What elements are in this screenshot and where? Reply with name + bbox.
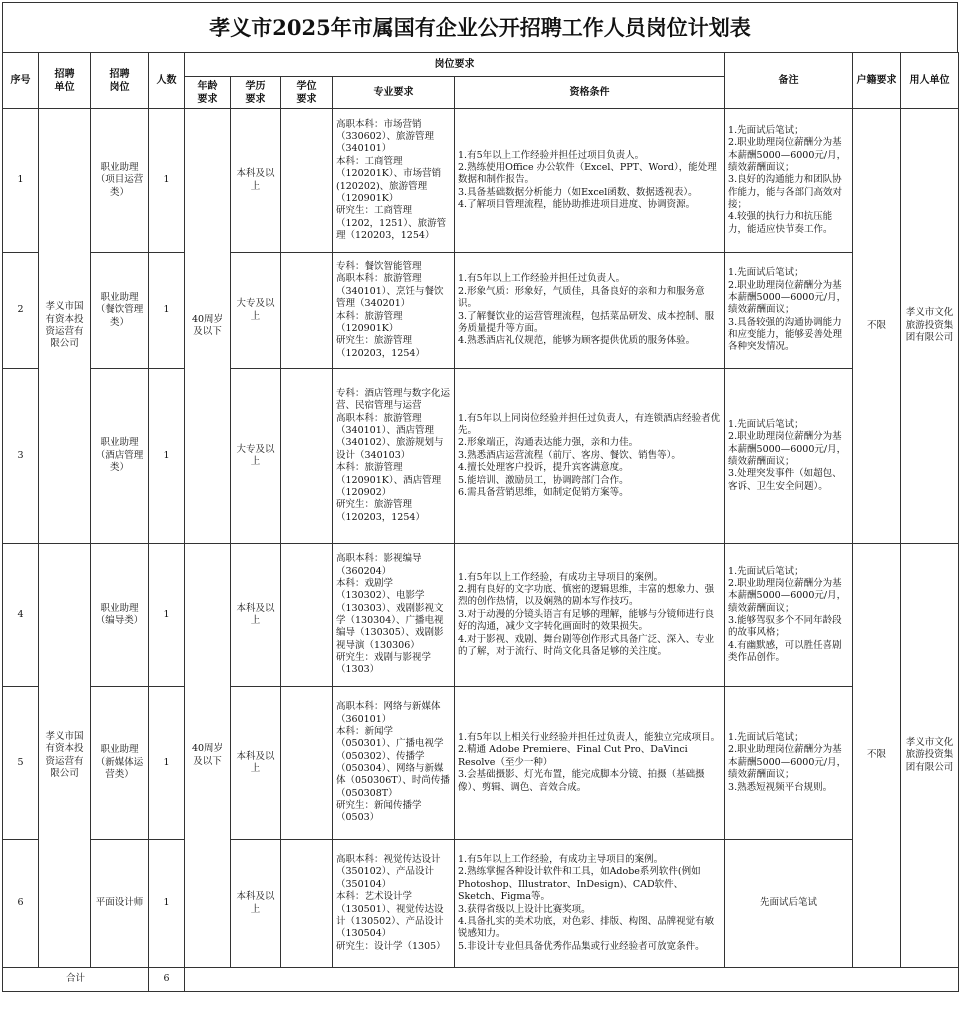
row-seq: 1 <box>3 109 39 253</box>
total-label: 合计 <box>3 968 149 992</box>
row-qualification: 1.有5年以上相关行业经验并担任过负责人，能独立完成项目。 2.精通 Adobe Premiere、Final Cut Pro、DaVinci Resolve（至少一种） 3.会基础摄影、灯光布置，能完成脚本分镜、拍摄（基础摄像）、剪辑、调色、音效合成。 <box>455 687 725 840</box>
row-count: 1 <box>149 544 185 687</box>
header-post: 招聘 岗位 <box>91 53 149 109</box>
row-seq: 4 <box>3 544 39 687</box>
header-remark: 备注 <box>725 53 853 109</box>
row-qualification: 1.有5年以上工作经验，有成功主导项目的案例。 2.熟练掌握各种设计软件和工具，如Adobe系列软件(例如Photoshop、Illustrator、InDesign)、CAD软件、Sketch、Figma等。 3.获得省级以上设计比赛奖项。 4.具备扎实的美术功底，对色彩、排版、构图、品牌视觉有敏锐感知力。 5.非设计专业但具备优秀作品集或行业经验者可放宽条件。 <box>455 840 725 968</box>
row-remark: 先面试后笔试 <box>725 840 853 968</box>
row-major: 专科：餐饮智能管理 高职本科：旅游管理（340101）、烹饪与餐饮管理（340201） 本科：旅游管理（120901K） 研究生：旅游管理（120203，1254） <box>333 253 455 369</box>
row-major: 高职本科：视觉传达设计（350102）、产品设计（350104） 本科：艺术设计学（130501）、视觉传达设计（130502）、产品设计（130504） 研究生：设计学（1305） <box>333 840 455 968</box>
row-seq: 3 <box>3 369 39 544</box>
header-count: 人数 <box>149 53 185 109</box>
row-employer: 孝义市文化旅游投资集团有限公司 <box>901 109 959 544</box>
table-row <box>3 687 959 840</box>
row-edu: 本科及以上 <box>231 109 281 253</box>
row-count: 1 <box>149 253 185 369</box>
header-qual: 资格条件 <box>455 77 725 109</box>
header-employer: 用人单位 <box>901 53 959 109</box>
row-remark: 1.先面试后笔试； 2.职业助理岗位薪酬分为基本薪酬5000—6000元/月，绩效薪酬面议； 3.熟悉短视频平台规则。 <box>725 687 853 840</box>
row-count: 1 <box>149 687 185 840</box>
total-row <box>3 968 959 992</box>
row-major: 高职本科：网络与新媒体（360101） 本科：新闻学（050301）、广播电视学（050302）、传播学（050304）、网络与新媒体（050306T）、时尚传播（050308T） 研究生：新闻传播学（0503） <box>333 687 455 840</box>
row-major: 专科：酒店管理与数字化运营、民宿管理与运营 高职本科：旅游管理（340101）、酒店管理（340102）、旅游规划与设计（340103） 本科：旅游管理（120901K）、酒店管理（120902） 研究生：旅游管理（120203，1254） <box>333 369 455 544</box>
table-row <box>3 544 959 687</box>
row-major: 高职本科：市场营销（330602）、旅游管理（340101） 本科：工商管理（120201K）、市场营销(120202)、旅游管理（120901K） 研究生：工商管理（1202，1251）、旅游管理（120203，1254） <box>333 109 455 253</box>
row-remark: 1.先面试后笔试； 2.职业助理岗位薪酬分为基本薪酬5000—6000元/月，绩效薪酬面议； 3.良好的沟通能力和团队协作能力，能与各部门高效对接； 4.较强的执行力和抗压能力，能适应快节奏工作。 <box>725 109 853 253</box>
row-unit: 孝义市国有资本投资运营有限公司 <box>39 544 91 968</box>
row-seq: 2 <box>3 253 39 369</box>
total-empty <box>185 968 959 992</box>
row-seq: 5 <box>3 687 39 840</box>
row-edu: 本科及以上 <box>231 544 281 687</box>
row-employer: 孝义市文化旅游投资集团有限公司 <box>901 544 959 968</box>
row-count: 1 <box>149 109 185 253</box>
row-major: 高职本科：影视编导（360204） 本科：戏剧学（130302）、电影学（130303）、戏剧影视文学（130304）、广播电视编导（130305）、戏剧影视导演（130306） 研究生：戏剧与影视学（1303） <box>333 544 455 687</box>
total-count: 6 <box>149 968 185 992</box>
row-qualification: 1.有5年以上工作经验并担任过负责人。 2.形象气质：形象好，气质佳，具备良好的亲和力和服务意识。 3.了解餐饮业的运营管理流程，包括菜品研发、成本控制、服务质量提升等方面。 4.熟悉酒店礼仪规范，能够为顾客提供优质的服务体验。 <box>455 253 725 369</box>
row-count: 1 <box>149 840 185 968</box>
row-remark: 1.先面试后笔试； 2.职业助理岗位薪酬分为基本薪酬5000—6000元/月，绩效薪酬面议； 3.具备较强的沟通协调能力和应变能力，能够妥善处理各种突发情况。 <box>725 253 853 369</box>
header-requirements-group: 岗位要求 <box>185 53 725 77</box>
header-seq: 序号 <box>3 53 39 109</box>
row-degree <box>281 253 333 369</box>
row-unit: 孝义市国有资本投资运营有限公司 <box>39 109 91 544</box>
table-row <box>3 840 959 968</box>
row-edu: 大专及以上 <box>231 369 281 544</box>
row-hukou: 不限 <box>853 109 901 544</box>
header-row-1 <box>3 53 959 77</box>
table-row <box>3 369 959 544</box>
row-hukou: 不限 <box>853 544 901 968</box>
row-edu: 大专及以上 <box>231 253 281 369</box>
row-degree <box>281 544 333 687</box>
row-qualification: 1.有5年以上同岗位经验并担任过负责人，有连锁酒店经验者优先。 2.形象端正，沟通表达能力强，亲和力佳。 3.熟悉酒店运营流程（前厅、客房、餐饮、销售等）。 4.擅长处理客户投诉，提升宾客满意度。 5.能培训、激励员工，协调跨部门合作。 6.需具备营销思维，如制定促销方案等。 <box>455 369 725 544</box>
row-post: 职业助理 （新媒体运营类） <box>91 687 149 840</box>
row-seq: 6 <box>3 840 39 968</box>
recruitment-table <box>2 52 959 992</box>
row-post: 平面设计师 <box>91 840 149 968</box>
row-qualification: 1.有5年以上工作经验，有成功主导项目的案例。 2.拥有良好的文字功底、慎密的逻辑思维，丰富的想象力、强烈的创作热情，以及娴熟的剧本写作技巧。 3.对于动漫的分镜头语言有足够的理解，能够与分镜师进行良好的沟通，减少文字转化画面时的效果损失。 4.对于影视、戏剧、舞台剧等创作形式具备广泛、深入、专业的了解，对于流行、时尚文化具备足够的关注度。 <box>455 544 725 687</box>
row-post: 职业助理 （项目运营类） <box>91 109 149 253</box>
row-age: 40周岁及以下 <box>185 544 231 968</box>
header-hukou: 户籍要求 <box>853 53 901 109</box>
page-title: 孝义市2025年市属国有企业公开招聘工作人员岗位计划表 <box>2 2 958 52</box>
row-qualification: 1.有5年以上工作经验并担任过项目负责人。 2.熟练使用Office 办公软件（Excel、PPT、Word），能处理数据和制作报告。 3.具备基础数据分析能力（如Excel函数、数据透视表）。 4.了解项目管理流程，能协助推进项目进度、协调资源。 <box>455 109 725 253</box>
header-major: 专业要求 <box>333 77 455 109</box>
row-remark: 1.先面试后笔试； 2.职业助理岗位薪酬分为基本薪酬5000—6000元/月，绩效薪酬面议； 3.能够驾驭多个不同年龄段的故事风格； 4.有幽默感，可以胜任喜剧类作品创作。 <box>725 544 853 687</box>
row-remark: 1.先面试后笔试； 2.职业助理岗位薪酬分为基本薪酬5000—6000元/月，绩效薪酬面议； 3.处理突发事件（如超包、客诉、卫生安全问题）。 <box>725 369 853 544</box>
row-post: 职业助理 （编导类） <box>91 544 149 687</box>
header-unit: 招聘 单位 <box>39 53 91 109</box>
row-degree <box>281 109 333 253</box>
row-degree <box>281 687 333 840</box>
row-post: 职业助理 （餐饮管理类） <box>91 253 149 369</box>
row-count: 1 <box>149 369 185 544</box>
row-degree <box>281 840 333 968</box>
row-degree <box>281 369 333 544</box>
row-post: 职业助理 （酒店管理类） <box>91 369 149 544</box>
header-edu: 学历 要求 <box>231 77 281 109</box>
row-edu: 本科及以上 <box>231 687 281 840</box>
row-edu: 本科及以上 <box>231 840 281 968</box>
header-degree: 学位 要求 <box>281 77 333 109</box>
header-age: 年龄 要求 <box>185 77 231 109</box>
row-age: 40周岁及以下 <box>185 109 231 544</box>
table-row <box>3 109 959 253</box>
table-row <box>3 253 959 369</box>
